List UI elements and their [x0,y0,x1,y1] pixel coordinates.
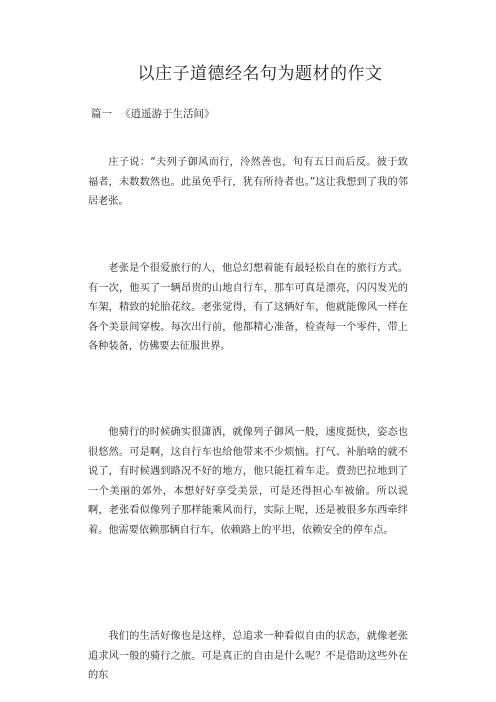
paragraph: 庄子说：“夫列子御风而行，泠然善也，旬有五日而后反。彼于致福者，未数数然也。此虽免乎行，犹有所待者也。”这让我想到了我的邻居老张。 [88,157,408,208]
paragraph: 我们的生活好像也是这样，总追求一种看似自由的状态，就像老张追求风一般的骑行之旅。可是真正的自由是什么呢？不是借助这些外在的东 [88,631,408,682]
paragraph: 老张是个很爱旅行的人，他总幻想着能有最轻松自在的旅行方式。有一次，他买了一辆昂贵的山地自行车，那车可真是漂亮，闪闪发光的车架，精致的轮胎花纹。老张觉得，有了这辆好车，他就能像风一样在各个美景间穿梭。每次出行前，他都精心准备，检查每一个零件，带上各种装备，仿佛要去征服世界。 [88,263,408,353]
document-title: 以庄子道德经名句为题材的作文 [137,64,383,84]
section-title: 《逍遥游于生活间》 [120,108,215,120]
section-label: 篇一 [91,108,112,120]
section-heading [91,107,215,121]
paragraph: 他骑行的时候确实很潇洒，就像列子御风一般，速度挺快，姿态也很悠然。可是啊，这自行车也给他带来不少烦恼。打气、补胎啥的就不说了，有时候遇到路况不好的地方，他只能扛着车走。费劲巴拉地到了一个美丽的郊外，本想好好享受美景，可是还得担心车被偷。所以说啊，老张看似像列子那样能乘风而行，实际上呢，还是被很多东西牵绊着。他需要依赖那辆自行车，依赖路上的平坦，依赖安全的停车点。 [88,427,408,536]
